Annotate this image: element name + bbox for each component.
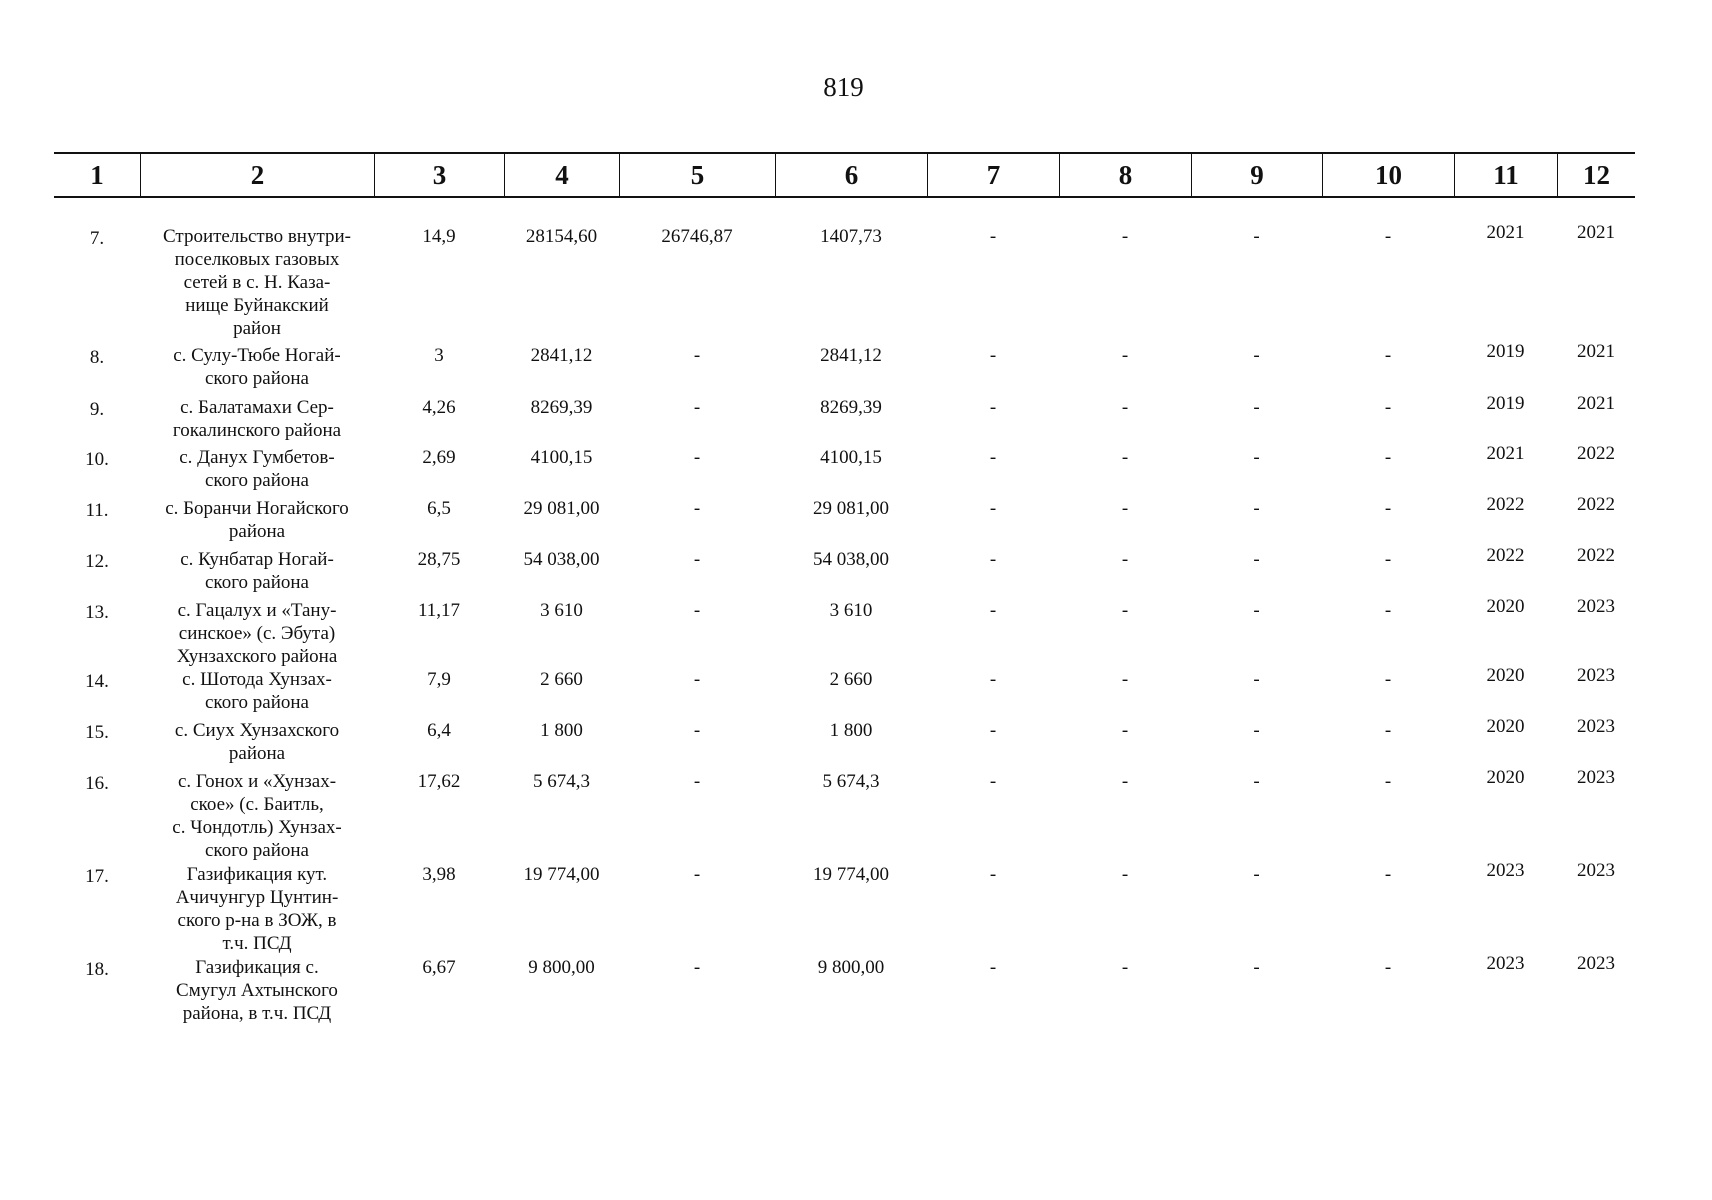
object-name [140,446,374,492]
cell-value: 6,67 [422,957,456,978]
cell-value: - [1253,345,1260,366]
cell-value: 2021 [1577,341,1615,362]
cell-value: - [1121,397,1129,418]
cell-value: 2841,12 [820,345,882,366]
object-name-line: с. Гонох и «Хунзах- [177,771,337,792]
cell-value: 2023 [1577,860,1615,881]
object-name-line: поселковых газовых [174,249,340,270]
row-number: 11. [85,500,109,521]
cell-value: 2 660 [540,669,583,690]
row-number: 14. [85,671,109,692]
cell-value: 28,75 [417,549,461,570]
column-header: 9 [1191,154,1322,196]
cell-value: 2019 [1486,393,1525,414]
cell-value: - [989,669,997,690]
cell-value: - [1253,447,1260,468]
cell-value: - [989,720,997,741]
cell-value: 19 774,00 [813,864,889,885]
column-header: 7 [927,154,1059,196]
cell-value: - [1253,397,1260,418]
cell-value: 11,17 [417,600,461,621]
object-name-line: с. Кунбатар Ногай- [180,549,334,570]
object-name-line: ского р-на в ЗОЖ, в [177,910,337,931]
cell-value: 2023 [1577,716,1615,737]
cell-value: 5 674,3 [533,771,590,792]
column-header: 12 [1557,154,1635,196]
object-name [140,599,374,668]
cell-value: 4,26 [422,397,456,418]
cell-value: - [1253,498,1260,519]
cell-value: 2023 [1577,767,1615,788]
cell-value: - [1253,957,1260,978]
cell-value: 1 800 [829,720,873,741]
object-name-line: Ачичунгур Цунтин- [175,887,339,908]
cell-value: - [1384,345,1392,366]
row-number: 17. [85,866,109,887]
cell-value: 2022 [1486,494,1525,515]
cell-value: - [693,447,701,468]
cell-value: 2023 [1577,665,1615,686]
table-header [54,152,1635,198]
cell-value: - [693,957,701,978]
object-name [140,225,374,340]
cell-value: 3 [434,345,444,366]
cell-value: 2019 [1486,341,1525,362]
cell-value: 3,98 [422,864,456,885]
cell-value: 4100,15 [530,447,593,468]
object-name-line: ского района [205,470,309,491]
cell-value: 54 038,00 [813,549,889,570]
object-name-line: нище Буйнакский [185,295,329,316]
column-header: 11 [1454,154,1557,196]
column-header: 1 [90,160,104,190]
cell-value: 14,9 [422,226,456,247]
cell-value: 2022 [1577,443,1615,464]
object-name-line: сетей в с. Н. Каза- [183,272,331,293]
cell-value: - [693,397,701,418]
cell-value: - [1253,720,1260,741]
cell-value: - [989,447,997,468]
cell-value: 6,5 [427,498,451,519]
row-number: 15. [85,722,109,743]
cell-value: 2023 [1577,953,1615,974]
cell-value: - [1253,549,1260,570]
cell-value: 17,62 [417,771,461,792]
object-name [140,719,374,765]
cell-value: - [1384,397,1392,418]
object-name [140,548,374,594]
cell-value: 2841,12 [530,345,593,366]
cell-value: 5 674,3 [822,771,880,792]
cell-value: 1 800 [540,720,583,741]
cell-value: - [1253,226,1260,247]
row-number: 12. [85,551,109,572]
object-name-line: с. Балатамахи Сер- [180,397,334,418]
cell-value: 2020 [1486,716,1525,737]
cell-value: 3 610 [540,600,583,621]
row-number: 9. [89,399,105,420]
object-name-line: района [228,743,286,764]
cell-value: 6,4 [427,720,451,741]
object-name-line: с. Шотода Хунзах- [182,669,332,690]
object-name-line: Газификация с. [195,957,319,978]
object-name-line: с. Гацалух и «Тану- [177,600,337,621]
page-number: 819 [823,72,864,102]
cell-value: - [989,226,997,247]
row-number: 10. [85,449,109,470]
cell-value: - [1384,720,1392,741]
object-name-line: Строительство внутри- [162,226,351,247]
cell-value: - [989,771,997,792]
cell-value: 2023 [1486,860,1525,881]
cell-value: - [989,600,997,621]
cell-value: - [989,864,997,885]
object-name-line: Хунзахского района [176,646,338,667]
cell-value: - [1384,447,1392,468]
object-name-line: ского района [205,368,309,389]
cell-value: 4100,15 [820,447,882,468]
cell-value: 9 800,00 [817,957,885,978]
cell-value: 2021 [1577,393,1615,414]
cell-value: - [1384,957,1392,978]
object-name [140,396,374,442]
object-name-line: Смугул Ахтынского [176,980,338,1001]
cell-value: 2020 [1486,596,1525,617]
cell-value: - [1121,498,1129,519]
cell-value: - [989,957,997,978]
cell-value: 2,69 [422,447,456,468]
cell-value: - [989,498,997,519]
column-header: 4 [504,154,619,196]
object-name-line: с. Сулу-Тюбе Ногай- [173,345,341,366]
cell-value: - [1384,669,1392,690]
cell-value: 29 081,00 [523,498,600,519]
cell-value: 2022 [1577,494,1615,515]
cell-value: 3 610 [829,600,873,621]
column-header: 8 [1059,154,1191,196]
cell-value: - [693,669,701,690]
cell-value: - [693,600,701,621]
cell-value: 7,9 [427,669,451,690]
object-name-line: ского района [205,692,309,713]
row-number: 18. [85,959,109,980]
object-name-line: района [228,521,286,542]
object-name-line: с. Сиух Хунзахского [174,720,340,741]
cell-value: - [1253,771,1260,792]
cell-value: 2020 [1486,767,1525,788]
cell-value: - [1121,720,1129,741]
cell-value: 28154,60 [525,226,598,247]
cell-value: - [693,549,701,570]
cell-value: - [1253,600,1260,621]
cell-value: - [1253,669,1260,690]
column-header: 3 [374,154,504,196]
cell-value: - [1384,771,1392,792]
column-header: 2 [140,154,374,196]
cell-value: - [1121,600,1129,621]
row-number: 13. [85,602,109,623]
object-name [140,863,374,955]
object-name [140,497,374,543]
cell-value: - [693,720,701,741]
cell-value: 2 660 [829,669,873,690]
cell-value: - [693,498,701,519]
cell-value: 54 038,00 [523,549,600,570]
cell-value: 2023 [1577,596,1615,617]
cell-value: 8269,39 [530,397,593,418]
cell-value: - [1384,864,1392,885]
cell-value: 1407,73 [820,226,882,247]
object-name [140,344,374,390]
cell-value: 19 774,00 [523,864,600,885]
object-name-line: ского района [205,572,309,593]
cell-value: - [693,345,701,366]
object-name-line: ское» (с. Баитль, [190,794,324,815]
cell-value: - [1121,957,1129,978]
cell-value: 2023 [1486,953,1525,974]
object-name-line: с. Боранчи Ногайского [165,498,349,519]
column-header: 6 [775,154,927,196]
cell-value: - [1121,771,1129,792]
object-name [140,956,374,1025]
cell-value: 2021 [1486,222,1525,243]
cell-value: - [1384,226,1392,247]
cell-value: 29 081,00 [813,498,889,519]
cell-value: - [1121,549,1129,570]
object-name-line: гокалинского района [172,420,342,441]
cell-value: - [1121,864,1129,885]
cell-value: 2022 [1486,545,1525,566]
object-name [140,668,374,714]
cell-value: - [1384,498,1392,519]
cell-value: - [1253,864,1260,885]
row-number: 7. [89,228,105,249]
cell-value: 2021 [1577,222,1615,243]
cell-value: 2020 [1486,665,1525,686]
cell-value: - [693,771,701,792]
cell-value: - [989,549,997,570]
cell-value: 2022 [1577,545,1615,566]
cell-value: 8269,39 [820,397,882,418]
row-number: 8. [89,347,105,368]
row-number: 16. [85,773,109,794]
object-name-line: с. Чондотль) Хунзах- [172,817,342,838]
cell-value: - [1121,669,1129,690]
object-name-line: т.ч. ПСД [222,933,292,954]
object-name-line: Газификация кут. [186,864,328,885]
cell-value: 26746,87 [661,226,733,247]
cell-value: - [1121,345,1129,366]
cell-value: 2021 [1486,443,1525,464]
cell-value: 9 800,00 [528,957,595,978]
cell-value: - [1121,226,1129,247]
cell-value: - [989,345,997,366]
object-name [140,770,374,862]
column-header: 10 [1322,154,1454,196]
cell-value: - [1384,600,1392,621]
cell-value: - [693,864,701,885]
cell-value: - [1384,549,1392,570]
cell-value: - [989,397,997,418]
object-name-line: ского района [205,840,309,861]
object-name-line: синское» (с. Эбута) [178,623,336,644]
object-name-line: район [233,318,281,339]
cell-value: - [1121,447,1129,468]
column-header: 5 [619,154,775,196]
object-name-line: района, в т.ч. ПСД [182,1003,332,1024]
object-name-line: с. Данух Гумбетов- [179,447,335,468]
